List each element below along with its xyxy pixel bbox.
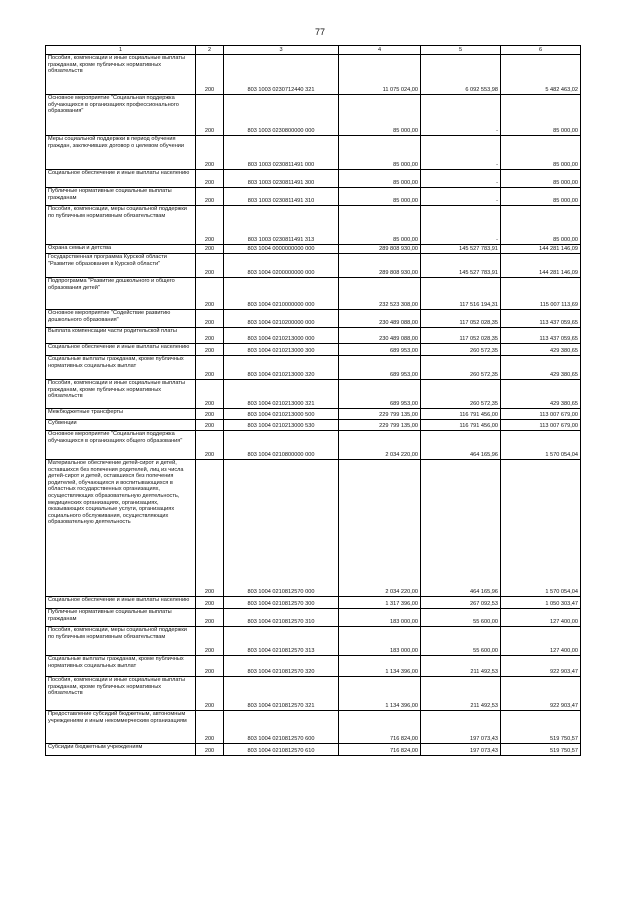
- row-amount-executed: 267 092,53: [421, 597, 501, 609]
- row-code: 200: [196, 254, 224, 278]
- row-name-text: Пособия, компенсации, меры социальной поддержки по публичным нормативным обязательствам: [48, 627, 187, 640]
- row-amount-executed: -: [421, 136, 501, 170]
- row-name-text: Государственная программа Курской области "Развитие образования в Курской области": [48, 254, 167, 267]
- row-amount-approved: 230 489 088,00: [339, 328, 421, 344]
- row-code: 200: [196, 206, 224, 245]
- row-name: [46, 254, 196, 278]
- row-classification: 803 1003 0230811491 313: [224, 206, 339, 245]
- row-name: [46, 597, 196, 609]
- row-code: 200: [196, 431, 224, 460]
- row-code: 200: [196, 188, 224, 206]
- row-amount-remaining: 85 000,00: [501, 188, 581, 206]
- row-classification: 803 1003 0230712440 321: [224, 55, 339, 95]
- row-amount-approved: 1 317 396,00: [339, 597, 421, 609]
- row-amount-executed: 117 052 028,35: [421, 328, 501, 344]
- table-row: [46, 188, 581, 206]
- row-amount-remaining: 144 281 146,09: [501, 245, 581, 254]
- row-amount-approved: 230 489 088,00: [339, 310, 421, 328]
- row-amount-executed: 197 073,43: [421, 711, 501, 744]
- budget-table: [45, 45, 581, 756]
- row-amount-remaining: 1 050 303,47: [501, 597, 581, 609]
- row-name-text: Основное мероприятие "Социальная поддержка обучающихся в организациях общего образования": [48, 431, 183, 444]
- row-amount-executed: 117 052 028,35: [421, 310, 501, 328]
- row-classification: 803 1004 0210812570 321: [224, 677, 339, 711]
- row-classification: 803 1003 0230811491 000: [224, 136, 339, 170]
- row-amount-executed: 197 073,43: [421, 744, 501, 756]
- row-code: 200: [196, 609, 224, 627]
- row-code: 200: [196, 310, 224, 328]
- row-amount-approved: 716 824,00: [339, 711, 421, 744]
- row-code: 200: [196, 55, 224, 95]
- row-classification: 803 1004 0000000000 000: [224, 245, 339, 254]
- row-amount-executed: 211 492,53: [421, 677, 501, 711]
- row-classification: 803 1004 0210213000 300: [224, 344, 339, 356]
- row-classification: 803 1004 0200000000 000: [224, 254, 339, 278]
- row-amount-remaining: 519 750,57: [501, 744, 581, 756]
- row-name-text: Подпрограмма "Развитие дошкольного и общего образования детей": [48, 278, 175, 291]
- row-amount-approved: 85 000,00: [339, 95, 421, 136]
- table-row: [46, 597, 581, 609]
- row-code: 200: [196, 356, 224, 380]
- row-amount-executed: -: [421, 188, 501, 206]
- row-amount-approved: 689 953,00: [339, 380, 421, 409]
- row-name-text: Социальные выплаты гражданам, кроме публичных нормативных социальных выплат: [48, 356, 184, 369]
- row-name: [46, 170, 196, 188]
- row-name: [46, 609, 196, 627]
- row-amount-approved: 1 134 396,00: [339, 656, 421, 677]
- row-classification: 803 1003 0230811491 300: [224, 170, 339, 188]
- table-row: [46, 460, 581, 597]
- row-amount-remaining: 144 281 146,09: [501, 254, 581, 278]
- row-code: 200: [196, 420, 224, 431]
- row-code: 200: [196, 170, 224, 188]
- column-header-row: [46, 46, 581, 55]
- row-amount-approved: 289 808 930,00: [339, 245, 421, 254]
- row-name: [46, 344, 196, 356]
- table-row: [46, 409, 581, 420]
- row-amount-executed: 6 092 553,98: [421, 55, 501, 95]
- row-amount-approved: 289 808 930,00: [339, 254, 421, 278]
- row-amount-executed: 117 516 194,31: [421, 278, 501, 310]
- table-row: [46, 170, 581, 188]
- row-code: 200: [196, 328, 224, 344]
- column-header-1: 1: [46, 46, 196, 55]
- row-classification: 803 1004 0210812570 000: [224, 460, 339, 597]
- row-amount-approved: 85 000,00: [339, 206, 421, 245]
- row-classification: 803 1004 0210812570 300: [224, 597, 339, 609]
- row-name-text: Социальное обеспечение и иные выплаты населению: [48, 170, 190, 176]
- row-name-text: Субсидии бюджетным учреждениям: [48, 744, 143, 750]
- row-name-text: Основное мероприятие "Социальная поддержка обучающихся в организациях профессионального образования": [48, 95, 179, 115]
- row-amount-executed: 260 572,35: [421, 356, 501, 380]
- row-name: [46, 677, 196, 711]
- row-classification: 803 1004 0210812570 600: [224, 711, 339, 744]
- row-amount-executed: 55 600,00: [421, 627, 501, 656]
- table-row: [46, 609, 581, 627]
- row-name: [46, 206, 196, 245]
- table-row: [46, 55, 581, 95]
- row-name-text: Публичные нормативные социальные выплаты гражданам: [48, 609, 172, 622]
- row-amount-executed: -: [421, 206, 501, 245]
- row-name: [46, 431, 196, 460]
- row-amount-approved: 11 075 024,00: [339, 55, 421, 95]
- row-code: 200: [196, 627, 224, 656]
- row-code: 200: [196, 409, 224, 420]
- row-amount-executed: 116 791 456,00: [421, 420, 501, 431]
- table-row: [46, 356, 581, 380]
- row-name: [46, 380, 196, 409]
- row-classification: 803 1003 0230811491 310: [224, 188, 339, 206]
- row-name: [46, 420, 196, 431]
- column-header-5: 5: [421, 46, 501, 55]
- row-amount-approved: 183 000,00: [339, 627, 421, 656]
- page-number: 77: [314, 27, 325, 37]
- table-row: [46, 677, 581, 711]
- row-amount-approved: 1 134 396,00: [339, 677, 421, 711]
- table-row: [46, 431, 581, 460]
- row-name: [46, 328, 196, 344]
- row-amount-approved: 2 034 220,00: [339, 431, 421, 460]
- row-amount-remaining: 113 437 059,65: [501, 328, 581, 344]
- row-amount-remaining: 127 400,00: [501, 609, 581, 627]
- row-amount-remaining: 127 400,00: [501, 627, 581, 656]
- column-header-3: 3: [224, 46, 339, 55]
- row-code: 200: [196, 711, 224, 744]
- table-row: [46, 627, 581, 656]
- row-amount-remaining: 85 000,00: [501, 136, 581, 170]
- row-amount-approved: 229 799 135,00: [339, 420, 421, 431]
- row-name-text: Социальное обеспечение и иные выплаты населению: [48, 597, 190, 603]
- row-amount-approved: 85 000,00: [339, 136, 421, 170]
- row-amount-executed: 116 791 456,00: [421, 409, 501, 420]
- column-header-2: 2: [196, 46, 224, 55]
- row-name-text: Пособия, компенсации и иные социальные выплаты гражданам, кроме публичных нормативных обязательств: [48, 55, 185, 75]
- row-name-text: Меры социальной поддержки в период обучения граждан, заключивших договор о целевом обучении: [48, 136, 185, 149]
- table-row: [46, 95, 581, 136]
- row-name-text: Материальное обеспечение детей-сирот и детей, оставшихся без попечения родителей, лиц из числа детей-сирот и детей, оставшихся без попечения родителей, обучающихся и воспитывающихся в областных государственных организациях, осуществляющих образовательную деятельность, медицинских организациях, организациях, оказывающих социальные услуги, организациях социального обслуживания, осуществляющих образовательную деятельность: [48, 460, 184, 526]
- row-code: 200: [196, 245, 224, 254]
- row-name: [46, 656, 196, 677]
- row-amount-remaining: 922 903,47: [501, 656, 581, 677]
- row-name: [46, 55, 196, 95]
- row-amount-remaining: 85 000,00: [501, 170, 581, 188]
- row-name-text: Основное мероприятие "Содействие развитию дошкольного образования": [48, 310, 171, 323]
- row-name-text: Пособия, компенсации и иные социальные выплаты гражданам, кроме публичных нормативных обязательств: [48, 380, 185, 400]
- row-amount-approved: 2 034 220,00: [339, 460, 421, 597]
- row-code: 200: [196, 278, 224, 310]
- row-amount-remaining: 5 482 463,02: [501, 55, 581, 95]
- row-classification: 803 1004 0210213000 000: [224, 328, 339, 344]
- row-amount-executed: -: [421, 95, 501, 136]
- table-row: [46, 420, 581, 431]
- row-name: [46, 188, 196, 206]
- row-name-text: Выплата компенсации части родительской платы: [48, 328, 177, 334]
- row-amount-remaining: 429 380,65: [501, 344, 581, 356]
- row-code: 200: [196, 344, 224, 356]
- row-name: [46, 460, 196, 597]
- row-name: [46, 95, 196, 136]
- table-row: [46, 656, 581, 677]
- row-amount-remaining: 85 000,00: [501, 95, 581, 136]
- table-row: [46, 310, 581, 328]
- row-amount-executed: 145 527 783,91: [421, 245, 501, 254]
- row-classification: 803 1004 0210800000 000: [224, 431, 339, 460]
- row-classification: 803 1004 0210213000 530: [224, 420, 339, 431]
- row-amount-remaining: 113 437 059,65: [501, 310, 581, 328]
- table-row: [46, 328, 581, 344]
- row-name-text: Субвенции: [48, 420, 77, 426]
- row-code: 200: [196, 597, 224, 609]
- row-name-text: Пособия, компенсации и иные социальные выплаты гражданам, кроме публичных нормативных обязательств: [48, 677, 185, 697]
- row-amount-executed: 464 165,96: [421, 460, 501, 597]
- row-name: [46, 711, 196, 744]
- table-row: [46, 344, 581, 356]
- row-classification: 803 1004 0210213000 500: [224, 409, 339, 420]
- row-amount-remaining: 113 007 679,00: [501, 420, 581, 431]
- row-name: [46, 136, 196, 170]
- row-amount-approved: 689 953,00: [339, 344, 421, 356]
- row-amount-approved: 229 799 135,00: [339, 409, 421, 420]
- row-amount-executed: 260 572,35: [421, 380, 501, 409]
- column-header-4: 4: [339, 46, 421, 55]
- table-row: [46, 206, 581, 245]
- row-classification: 803 1004 0210213000 321: [224, 380, 339, 409]
- row-name: [46, 278, 196, 310]
- row-name: [46, 356, 196, 380]
- row-name-text: Социальные выплаты гражданам, кроме публичных нормативных социальных выплат: [48, 656, 184, 669]
- row-name: [46, 744, 196, 756]
- row-name-text: Социальное обеспечение и иные выплаты населению: [48, 344, 190, 350]
- row-name-text: Публичные нормативные социальные выплаты гражданам: [48, 188, 172, 201]
- table-row: [46, 744, 581, 756]
- row-amount-remaining: 922 903,47: [501, 677, 581, 711]
- row-amount-remaining: 1 570 054,04: [501, 431, 581, 460]
- row-classification: 803 1004 0210000000 000: [224, 278, 339, 310]
- row-name-text: Межбюджетные трансферты: [48, 409, 124, 415]
- row-amount-approved: 716 824,00: [339, 744, 421, 756]
- row-amount-approved: 183 000,00: [339, 609, 421, 627]
- row-amount-approved: 85 000,00: [339, 170, 421, 188]
- row-amount-executed: 211 492,53: [421, 656, 501, 677]
- table-row: [46, 711, 581, 744]
- table-row: [46, 136, 581, 170]
- row-amount-remaining: 429 380,65: [501, 356, 581, 380]
- row-amount-remaining: 113 007 679,00: [501, 409, 581, 420]
- row-code: 200: [196, 380, 224, 409]
- row-amount-executed: -: [421, 170, 501, 188]
- row-classification: 803 1004 0210200000 000: [224, 310, 339, 328]
- row-classification: 803 1004 0210812570 310: [224, 609, 339, 627]
- row-code: 200: [196, 460, 224, 597]
- row-classification: 803 1004 0210213000 320: [224, 356, 339, 380]
- table-row: [46, 245, 581, 254]
- row-code: 200: [196, 95, 224, 136]
- row-amount-executed: 145 527 783,91: [421, 254, 501, 278]
- row-code: 200: [196, 677, 224, 711]
- row-name: [46, 310, 196, 328]
- row-name: [46, 409, 196, 420]
- row-classification: 803 1003 0230800000 000: [224, 95, 339, 136]
- row-amount-remaining: 1 570 054,04: [501, 460, 581, 597]
- row-amount-executed: 260 572,35: [421, 344, 501, 356]
- row-code: 200: [196, 136, 224, 170]
- table-row: [46, 278, 581, 310]
- row-amount-executed: 55 600,00: [421, 609, 501, 627]
- row-amount-executed: 464 165,96: [421, 431, 501, 460]
- row-classification: 803 1004 0210812570 320: [224, 656, 339, 677]
- table-row: [46, 254, 581, 278]
- row-amount-remaining: 115 007 113,69: [501, 278, 581, 310]
- row-classification: 803 1004 0210812570 313: [224, 627, 339, 656]
- row-amount-remaining: 85 000,00: [501, 206, 581, 245]
- column-header-6: 6: [501, 46, 581, 55]
- row-name-text: Пособия, компенсации, меры социальной поддержки по публичным нормативным обязательствам: [48, 206, 187, 219]
- row-amount-approved: 232 523 308,00: [339, 278, 421, 310]
- row-name: [46, 627, 196, 656]
- row-name-text: Охрана семьи и детства: [48, 245, 112, 251]
- row-amount-remaining: 519 750,57: [501, 711, 581, 744]
- row-classification: 803 1004 0210812570 610: [224, 744, 339, 756]
- row-code: 200: [196, 744, 224, 756]
- row-amount-approved: 85 000,00: [339, 188, 421, 206]
- row-name-text: Предоставление субсидий бюджетным, автономным учреждениям и иным некоммерческим организациям: [48, 711, 187, 724]
- row-amount-remaining: 429 380,65: [501, 380, 581, 409]
- row-amount-approved: 689 953,00: [339, 356, 421, 380]
- row-code: 200: [196, 656, 224, 677]
- table-row: [46, 380, 581, 409]
- row-name: [46, 245, 196, 254]
